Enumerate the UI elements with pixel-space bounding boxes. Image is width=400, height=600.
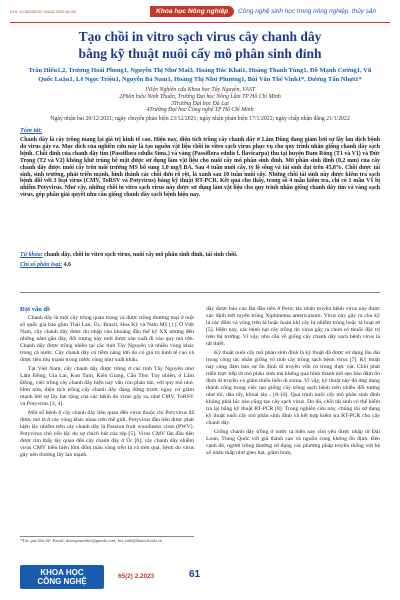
issue-number: 65(2) 2.2023 [118,573,155,580]
article-title [20,28,380,62]
journal-tab [150,3,400,19]
paragraph: Một số bệnh ở cây chanh dây liên quan đến virus thuộc chi Potyvirus đã được mô tả ở các vùng khác nhau trên thế giới. Potyvirus đầu tiên được phát hiện lây nhiễm trên cây chanh dây là Passion fruit woodiness virus (PWV). Potyvirus chủ yếu lây do sự chích hút của rệp [5]. Virus CMV lần đầu tiên được tìm thấy lây quan đến cây chanh dây ở Úc [6]; cây chanh dây nhiễm virus CMV biểu hiện lốm đốm màu vàng trên lá và trên quả, bệnh do virus gây nên thường lây lan mạnh. [20,410,194,458]
abstract-label: Tóm tắt: [20,127,43,134]
paragraph: Kỹ thuật nuôi cấy mô phân sinh đỉnh là kỹ thuật đã được sử dụng lâu dài trong công tác nhân giống vô tính cây trồng sạch bệnh virus [7]. Kỹ thuật này càng đảm bảo sự ổn định di truyền vốn có trong thực vật. Chồi phát triển trực tiếp từ mô phân sinh mà không qua hình thành mô sẹo bảo đảm ổn định di truyền và giảm thiểu biến dị soma. Vì vậy, kỹ thuật này đã ứng dụng thành công trong việc tạo giống cây trồng sạch bệnh trên nhiều đối tượng như tỏi, dâu tây, khoai tây... [8-10]. Quá trình nuôi cấy mô phân sinh đỉnh không phải lúc nào cũng tạo cây sạch virus. Do đó, chồi tái sinh có thể kiểm tra lại bằng kỹ thuật RT-PCR [8]. Trong nghiên cứu này, chúng tôi sử dụng kỹ thuật nuôi cấy mô phân sinh đỉnh và kết hợp kiểm tra RT-PCR cho cây chanh dây. [206,350,380,426]
article-title-line2: bằng kỹ thuật nuôi cấy mô phân sinh đỉnh [78,46,322,61]
page-number: 61 [189,569,201,580]
body-column-left [20,306,194,461]
affiliation-2: 2Phân hiệu Ninh Thuận, Trường Đại học Nông Lâm TP Hồ Chí Minh [119,93,281,100]
classification [20,262,380,268]
corresponding-author-footnote: *Tác giả liên hệ: Email: duongtannhut@gmail.com; bvt.vinh@hutech.edu.vn [20,536,194,543]
keywords [20,252,380,258]
abstract-text: Chanh dây là cây trồng mang lại giá trị kinh tế cao. Hiện nay, diện tích trồng cây chanh dây ở Lâm Đồng đang giảm bởi sự lây lan dịch bệnh do virus gây ra. Mục đích của nghiên cứu này là tạo nguồn vật liệu chồi in vitro sạch virus phục vụ cho quy trình nhân giống chanh dây sạch bệnh. Chồi đỉnh của chanh dây tím (Passiflora edulis Sims.) và vàng (Passiflora edulis f. flavicarpa) thu tại huyện Đam Rông (T1 và V1) và Đức Trọng (T2 và V2) không khử trùng bề mặt được sử dụng làm vật liệu cho nuôi cấy mô phân sinh đỉnh. Mô phân sinh đỉnh (0,2 mm) của cây chanh dây được nuôi cấy trên môi trường MS bổ sung 1,0 mg/l BA. Sau 4 tuần nuôi cấy, tỷ lệ sống và tái sinh đạt trên 45,8%. Chồi được tái sinh, sinh trưởng, phát triển mạnh, hình thành các chồi đơn rõ rệt, lá xanh sau 10 tuần nuôi cấy. Những chồi tái sinh này được kiểm tra sạch bệnh đối với 3 loại virus (CMV, ToRSV và Potyvirus) bằng kỹ thuật RT-PCR. Kết quả cho thấy, trong số 4 mẫu kiểm tra, chỉ có 1 mẫu V1 bị nhiễm Potyvirus. Như vậy, những chồi in vitro sạch virus này được sử dụng làm vật liệu cho quy trình nhân giống chanh dây tím và vàng sạch virus, góp phần giải quyết nhu cầu giống chanh dây sạch bệnh hiện nay. [20,137,380,199]
abstract-divider [20,292,380,293]
doi-text[interactable]: DOI: 10.55250/JO.VNUA.2023.61-65 [10,8,76,14]
section-heading: Đặt vấn đề [20,306,50,313]
journal-logo [20,565,104,589]
submission-dates: Ngày nhận bài 20/12/2021; ngày chuyển phản biện 23/12/2021; ngày nhận phản biện 17/1/2022; ngày chấp nhận đăng 21/1/2022 [50,116,350,122]
affiliation-1: 1Viện Nghiên cứu Khoa học Tây Nguyên, VAST [144,87,256,93]
paragraph: Tại Việt Nam, cây chanh dây được trồng ở các tỉnh Tây Nguyên như Lâm Đồng, Gia Lai, Kon Tum, Kiên Giang, Cần Thơ. Tuy nhiên, ở Lâm Đồng, việc trồng cây chanh dây hiện nay vẫn còn phân tán, với quy mô nhỏ. Hơn nữa, diện tích trồng cây chanh dây đang đứng trước nguy cơ giảm mạnh bởi sự lây lan rộng của các bệnh do virus gây ra, như CMV, ToRSV và Potyvirus [3, 4]. [20,366,194,407]
affiliation-3: 3Trường Đại học Đà Lạt [171,100,229,107]
affiliation-4: 4Trường Đại học Công nghệ TP Hồ Chí Minh [146,107,254,114]
keywords-text: chanh dây, chồi in vitro sạch virus, nuôi cấy mô phân sinh đỉnh, tái sinh chồi. [44,252,238,258]
page-footer [0,557,400,600]
paragraph: dây được báo cáo lần đầu tiên ở Peru; tác nhân truyền bệnh virus này được xác định bởi tuyến trùng Xiphinema americanum. Virus này gây ra chu kỳ lá các đốm và vòng trên lá hoặc hoàn khi cây bị nhiễm trùng hoặc lá hoại tử [5]. Hiện nay, các bệnh hại cây trồng do virus gây ra chưa có thuốc đặc trị trên thị trường. Vì vậy, nhu cầu về giống cây chanh dây sạch bệnh virus là rất thiết. [206,306,380,347]
classification-label: Chỉ số phân loại: [20,262,63,268]
logo-line1: KHOA HỌC [40,568,84,577]
keywords-label: Từ khóa: [20,252,43,258]
logo-line2: CÔNG NGHỆ [37,577,87,586]
article-title-line1: Tạo chồi in vitro sạch virus cây chanh dây [78,29,322,44]
classification-value: 4.6 [63,262,71,268]
page-header [0,0,400,22]
paragraph: Giống chanh dây trồng ở nước ta hiện nay chủ yếu được nhập từ Đài Loan, Trung Quốc với giá thành cao và nguồn cung không ổn định. Bên cạnh đó, người trồng thường sử dụng các phương pháp truyền thống với hệ số nhân thấp như gieo hạt, giâm hom, [206,429,380,456]
doi-box [10,4,76,18]
journal-name: Khoa học Nông nghiệp [150,6,234,17]
body-column-right [206,306,380,459]
affiliations [20,87,380,114]
header-divider [10,22,390,23]
paragraph: Chanh dây là một cây trồng quan trọng và được trồng thương mại ở một số quốc gia bao gồm Thái Lan, Úc, Brazil, Hoa Kỳ và Nam Mỹ [1]. Ở Việt Nam, cây chanh dây được du nhập vào khoảng đầu thế kỷ XX nhưng đến những năm gần đây, đối tượng này mới được sản xuất đi vào quy mô lớn. Chanh dây được trồng nhiều tại các tỉnh Tây Nguyên và nhiều vùng khác trong cả nước. Cây chanh dây có tiềm năng lớn do có giá trị kinh tế cao và được tiêu thụ mạnh trong nước cũng như xuất khẩu. [20,315,194,363]
journal-section: Công nghệ sinh học trong nông nghiệp, thủy sản [238,7,377,15]
author-list: Trần Hiếu1,2, Trương Hoài Phong1, Nguyễn Thị Như Mai3, Hoàng Đắc Khải1, Hoàng Thanh Tùng1, Đỗ Mạnh Cường1, Vũ Quốc Luận1, Lê Ngọc Triệu1, Nguyễn Bá Nam1, Hoàng Thị Như Phương1, Bùi Văn Thế Vinh1*, Dương Tấn Nhựt1* [28,67,372,83]
